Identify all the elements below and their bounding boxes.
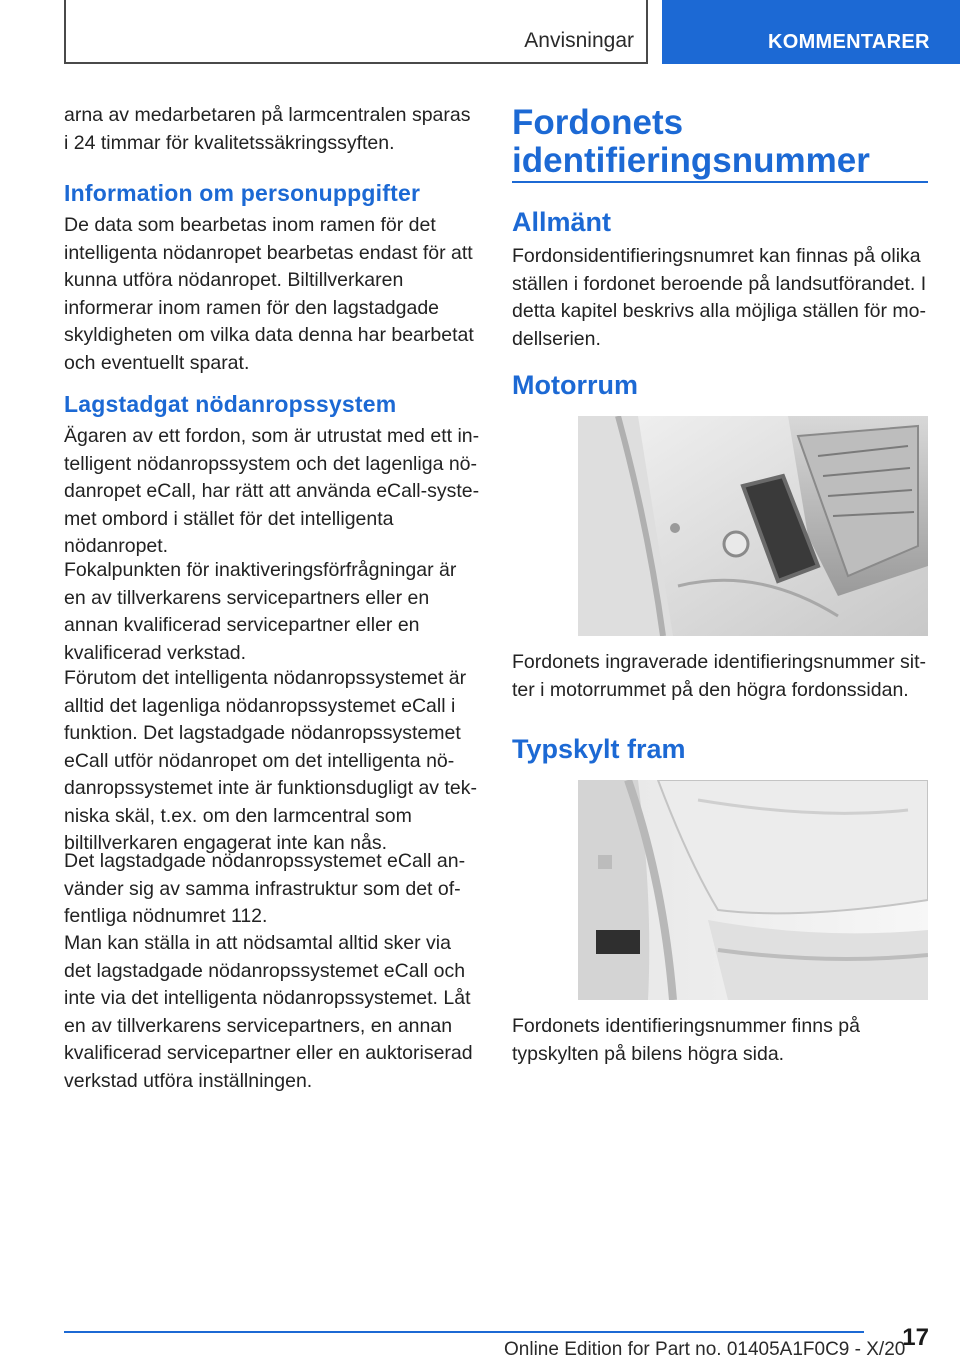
header-tab-anvisningar[interactable] (64, 0, 648, 64)
paragraph-nodanrop-3: Förutom det intelligenta nödanropssystemet är alltid det lagenliga nödanropssystemet eCall i funktion. Det lagstadgade nödanropssystemet eCall utför nödanropet om det intelligenta nödanropssystemet inte är funktionsdugligt av tekniska skäl, t.ex. om den larmcentral som biltillverkaren engagerat inte kan nås. (64, 667, 477, 854)
chapter-title-line1: Fordonets (512, 103, 684, 142)
chapter-divider (512, 181, 928, 183)
header-tab-active-label: KOMMENTARER (768, 31, 930, 53)
subheading-typskylt: Typskylt fram (512, 734, 686, 764)
header-tab-kommentarer[interactable] (662, 0, 960, 64)
paragraph-personuppgifter: De data som bearbetas inom ramen för det intelligenta nödanropet bearbetas endast för att kunna utföra nödanropet. Biltillverkaren informerar inom ramen för den lagstadgade skyldigheten om vilka data denna har bearbetat och eventuellt sparat. (64, 214, 474, 374)
intro-paragraph: arna av medarbetaren på larmcentralen sparas i 24 timmar för kvalitetssäkringssyften. (64, 104, 471, 154)
engine-bay-image (578, 416, 928, 636)
paragraph-nodanrop-1: Ägaren av ett fordon, som är utrustat med ett intelligent nödanropssystem och det lagenliga nödanropet eCall, har rätt att använda eCall-systemet ombord i stället för det intelligenta nödanropet. (64, 425, 480, 557)
header-tab-label: Anvisningar (524, 29, 634, 52)
paragraph-allmant: Fordonsidentifieringsnumret kan finnas på olika ställen i fordonet beroende på landsutförandet. I detta kapitel beskrivs alla möjliga ställen för modellserien. (512, 245, 927, 350)
paragraph-nodanrop-5: Man kan ställa in att nödsamtal alltid sker via det lagstadgade nödanropssystemet eCall och inte via det intelligenta nödanropssystemet. Låt en av tillverkarens servicepartners, en annan kvalificerad servicepartner eller en auktoriserad verkstad utföra inställningen. (64, 932, 473, 1092)
chapter-title-line2: identifieringsnummer (512, 141, 870, 180)
chapter-title (512, 104, 928, 180)
section-heading-nodanropssystem: Lagstadgat nödanropssystem (64, 391, 397, 417)
footer-divider (64, 1331, 864, 1333)
page-number: 17 (902, 1324, 929, 1351)
section-heading-personuppgifter: Information om personuppgifter (64, 180, 421, 206)
subheading-allmant: Allmänt (512, 207, 612, 237)
paragraph-nodanrop-2: Fokalpunkten för inaktiveringsförfrågningar är en av tillverkarens servicepartners eller en annan kvalificerad servicepartner eller en kvalificerad verkstad. (64, 559, 457, 664)
footer-edition-text: Online Edition for Part no. 01405A1F0C9 - X/20 (504, 1339, 906, 1360)
paragraph-nodanrop-4: Det lagstadgade nödanropssystemet eCall använder sig av samma infrastruktur som det offentliga nödnumret 112. (64, 850, 466, 927)
subheading-motorrum: Motorrum (512, 370, 638, 400)
caption-motorrum: Fordonets ingraverade identifieringsnummer sitter i motorrummet på den högra fordonssidan. (512, 651, 927, 701)
door-sill-image (578, 780, 928, 1000)
caption-typskylt: Fordonets identifieringsnummer finns på typskylten på bilens högra sida. (512, 1015, 860, 1065)
